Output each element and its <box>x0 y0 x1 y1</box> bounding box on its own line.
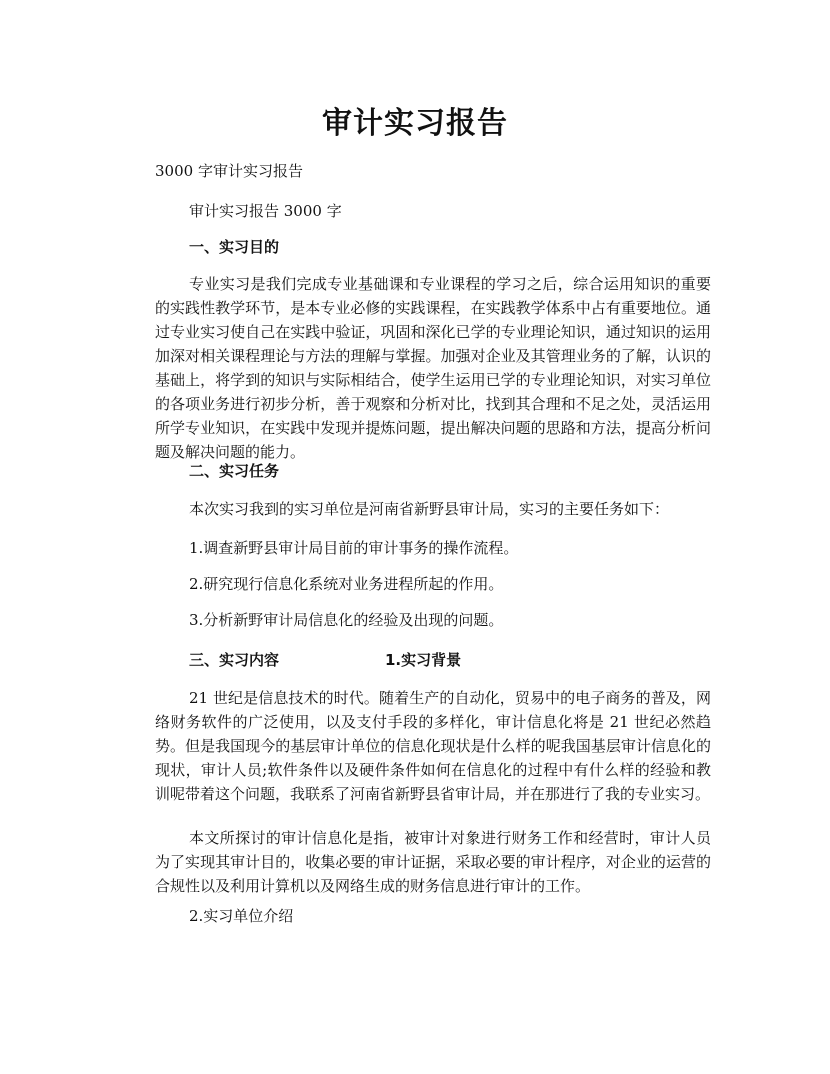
subtitle-2: 审计实习报告 3000 字 <box>189 202 342 220</box>
task-item-1: 1.调查新野县审计局目前的审计事务的操作流程。 <box>189 539 519 557</box>
document-title: 审计实习报告 <box>322 106 508 141</box>
section-3-paragraph-2: 本文所探讨的审计信息化是指，被审计对象进行财务工作和经营时，审计人员为了实现其审计目的，收集必要的审计证据，采取必要的审计程序，对企业的运营的合规性以及利用计算机以及网络生成的财务信息进行审计的工作。 <box>155 829 711 895</box>
section-3-heading: 三、实习内容 <box>189 651 280 669</box>
section-3-paragraph-1: 21 世纪是信息技术的时代。随着生产的自动化，贸易中的电子商务的普及，网络财务软件的广泛使用，以及支付手段的多样化，审计信息化将是 21 世纪必然趋势。但是我国现今的基层审计单位的信息化现状是什么样的呢我国基层审计信息化的现状，审计人员;软件条件以及硬件条件如何在信息化的过程中有什么样的经验和教训呢带着这个问题，我联系了河南省新野县省审计局，并在那进行了我的专业实习。 <box>155 689 711 803</box>
section-1-paragraph: 专业实习是我们完成专业基础课和专业课程的学习之后，综合运用知识的重要的实践性教学环节，是本专业必修的实践课程，在实践教学体系中占有重要地位。通过专业实习使自己在实践中验证，巩固和深化已学的专业理论知识，通过知识的运用加深对相关课程理论与方法的理解与掌握。加强对企业及其管理业务的了解，认识的基础上，将学到的知识与实际相结合，使学生运用已学的专业理论知识，对实习单位的各项业务进行初步分析，善于观察和分析对比，找到其合理和不足之处，灵活运用所学专业知识，在实践中发现并提炼问题，提出解决问题的思路和方法，提高分析问题及解决问题的能力。 <box>155 275 711 461</box>
section-2-heading: 二、实习任务 <box>189 462 280 480</box>
section-2-intro: 本次实习我到的实习单位是河南省新野县审计局，实习的主要任务如下： <box>189 500 670 518</box>
section-3-subheading-2: 2.实习单位介绍 <box>189 907 294 925</box>
subtitle-1: 3000 字审计实习报告 <box>155 162 303 180</box>
section-3-subheading: 1.实习背景 <box>385 651 462 669</box>
task-item-3: 3.分析新野审计局信息化的经验及出现的问题。 <box>189 611 504 629</box>
section-1-heading: 一、实习目的 <box>189 238 280 256</box>
task-item-2: 2.研究现行信息化系统对业务进程所起的作用。 <box>189 575 504 593</box>
